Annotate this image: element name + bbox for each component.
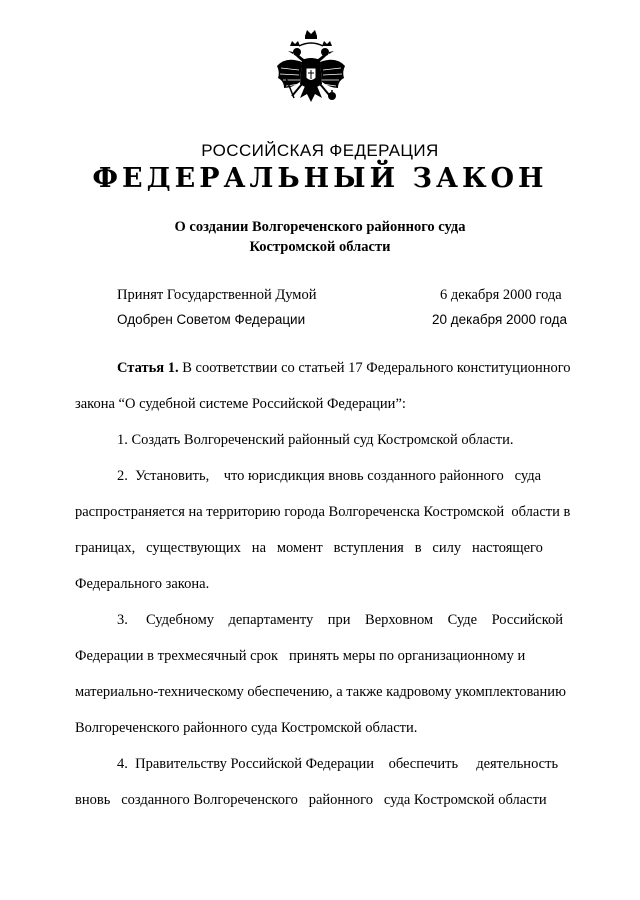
country-name: РОССИЙСКАЯ ФЕДЕРАЦИЯ [201,141,439,160]
item-2-line-3: границах, существующих на момент вступления в силу настоящего [75,540,543,556]
law-title [0,217,640,257]
approved-label: Одобрен Советом Федерации [117,312,306,327]
law-title-line: О создании Волгореченского районного суда [174,219,466,235]
item-2-line-2: распространяется на территорию города Волгореченска Костромской области в [75,504,571,520]
article-text: В соответствии со статьей 17 Федерального конституционного [182,360,571,376]
coat-of-arms-icon [272,26,350,112]
law-title-line: Костромской области [249,239,391,255]
item-1: 1. Создать Волгореченский районный суд Костромской области. [117,432,514,448]
item-4-line-1: 4. Правительству Российской Федерации обеспечить деятельность [117,756,559,772]
accepted-label: Принят Государственной Думой [117,287,317,303]
item-2-line-1: 2. Установить, что юрисдикция вновь созданного районного суда [117,468,542,484]
item-2-line-4: Федерального закона. [75,576,210,592]
item-3-line-4: Волгореченского районного суда Костромской области. [75,720,418,736]
accepted-date: 6 декабря 2000 года [440,287,562,303]
item-4-line-2: вновь созданного Волгореченского районного суда Костромской области [75,792,547,808]
item-3-line-2: Федерации в трехмесячный срок принять меры по организационному и [75,648,526,664]
article-1-line-2: закона “О судебной системе Российской Федерации”: [75,396,406,412]
approved-date: 20 декабря 2000 года [432,312,568,327]
item-3-line-3: материально-техническому обеспечению, а также кадровому укомплектованию [75,684,566,700]
document-type: ФЕДЕРАЛЬНЫЙ ЗАКОН [92,163,548,194]
item-3-line-1: 3. Судебному департаменту при Верховном Суде Российской [117,612,564,628]
article-heading: Статья 1. [117,360,179,376]
article-1-line-1 [117,360,571,377]
